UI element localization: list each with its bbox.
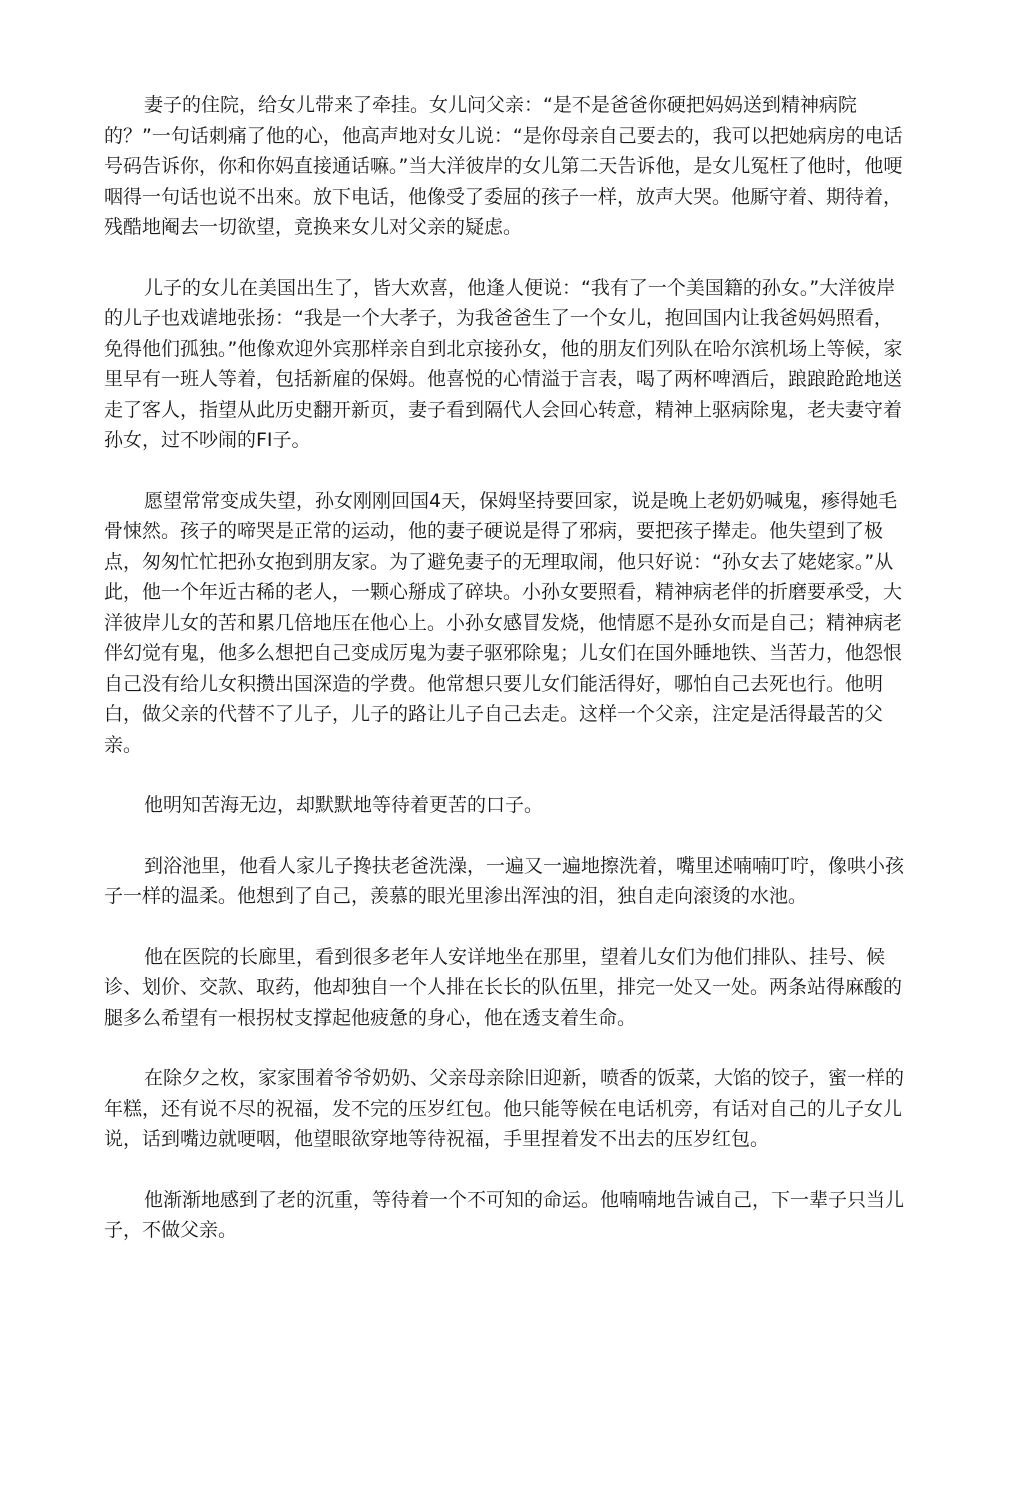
paragraph: 到浴池里，他看人家儿子搀扶老爸洗澡，一遍又一遍地擦洗着，嘴里述喃喃叮咛，像哄小孩子一样的温柔。他想到了自己，羡慕的眼光里渗出浑浊的泪，独自走向滚烫的水池。 — [104, 854, 905, 907]
paragraph: 儿子的女儿在美国出生了，皆大欢喜，他逢人便说：“我有了一个美国籍的孙女。”大洋彼岸的儿子也戏谑地张扬：“我是一个大孝子，为我爸爸生了一个女儿，抱回国内让我爸妈妈照看，免得他们孤独。”他像欢迎外宾那样亲自到北京接孙女，他的朋友们列队在哈尔滨机场上等候，家里早有一班人等着，包括新雇的保姆。他喜悦的心情溢于言表，喝了两杯啤酒后，踉踉跄跄地送走了客人，指望从此历史翻开新页，妻子看到隔代人会回心转意，精神上驱病除鬼，老夫妻守着孙女，过不吵闹的FI子。 — [104, 276, 903, 451]
paragraph: 在除夕之枚，家家围着爷爷奶奶、父亲母亲除旧迎新，喷香的饭菜，大馅的饺子，蜜一样的年糕，还有说不尽的祝福，发不完的压岁红包。他只能等候在电话机旁，有话对自己的儿子女儿说，话到嘴边就哽咽，他望眼欲穿地等待祝福，手里捏着发不出去的压岁红包。 — [104, 1067, 905, 1150]
paragraph: 愿望常常变成失望，孙女刚刚回国4天，保姆坚持要回家，说是晚上老奶奶喊鬼，瘆得她毛骨悚然。孩子的啼哭是正常的运动，他的妻子硬说是得了邪病，要把孩子撵走。他失望到了极点，匆匆忙忙把孙女抱到朋友家。为了避免妻子的无理取闹，他只好说：“孙女去了姥姥家。”从此，他一个年近古稀的老人，一颗心掰成了碎块。小孙女要照看，精神病老伴的折磨要承受，大洋彼岸儿女的苦和累几倍地压在他心上。小孙女感冒发烧，他情愿不是孙女而是自己；精神病老伴幻觉有鬼，他多么想把自己变成厉鬼为妻子驱邪除鬼；儿女们在国外睡地铁、当苦力，他怨恨自己没有给儿女积攒出国深造的学费。他常想只要儿女们能活得好，哪怕自己去死也行。他明白，做父亲的代替不了儿子，儿子的路让儿子自己去走。这样一个父亲，注定是活得最苦的父亲。 — [104, 489, 903, 756]
paragraph: 妻子的住院，给女儿带来了牵挂。女儿问父亲：“是不是爸爸你硬把妈妈送到精神病院 的？”一句话刺痛了他的心，他高声地对女儿说：“是你母亲自己要去的，我可以把她病房的电话号码告诉你，你和你妈直接通话嘛。”当大洋彼岸的女儿第二天告诉他，是女儿冤枉了他时，他哽咽得一句话也说不出來。放下电话，他像受了委屈的孩子一样，放声大哭。他厮守着、期待着，残酷地阉去一切欲望，竟换来女儿对父亲的疑虑。 — [104, 94, 903, 238]
paragraph: 他明知苦海无边，却默默地等待着更苦的口子。 — [144, 794, 544, 816]
document-body — [104, 90, 904, 1276]
paragraph: 他在医院的长廊里，看到很多老年人安详地坐在那里，望着儿女们为他们排队、挂号、候诊、划价、交款、取药，他却独自一个人排在长长的队伍里，排完一处又一处。两条站得麻酸的腿多么希望有一根拐杖支撑起他疲惫的身心，他在透支着生命。 — [104, 945, 903, 1029]
paragraph: 他渐渐地感到了老的沉重，等待着一个不可知的命运。他喃喃地告诫自己，下一辈子只当儿子，不做父亲。 — [104, 1188, 905, 1241]
